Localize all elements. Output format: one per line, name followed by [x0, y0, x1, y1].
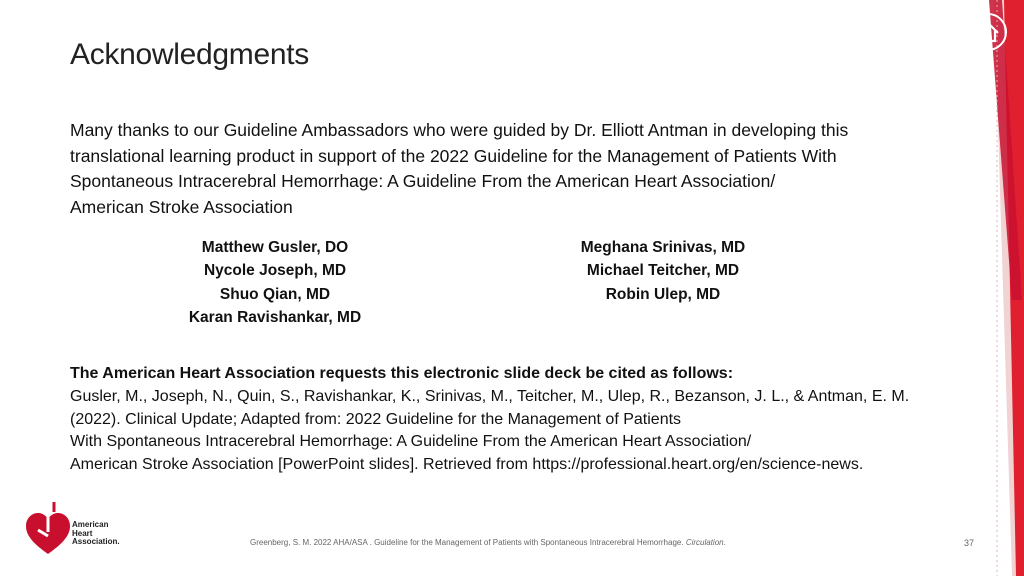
intro-paragraph: [70, 118, 950, 220]
logo-line: Association.: [72, 537, 120, 546]
citation-line: Gusler, M., Joseph, N., Quin, S., Ravishankar, K., Srinivas, M., Teitcher, M., Ulep, R., Bezanson, J. L., & Antman, E. M.: [70, 387, 910, 405]
ambassador-name: Michael Teitcher, MD: [586, 262, 740, 280]
intro-line: American Stroke Association: [70, 196, 293, 217]
citation-line: (2022). Clinical Update; Adapted from: 2022 Guideline for the Management of Patients: [70, 410, 682, 428]
ambassador-name: Karan Ravishankar, MD: [188, 308, 362, 326]
ambassador-name: Matthew Gusler, DO: [201, 239, 349, 256]
home-icon: [968, 12, 1008, 52]
decorative-red-band: [904, 0, 1024, 576]
ambassador-name: Shuo Qian, MD: [219, 285, 331, 303]
citation-line: American Stroke Association [PowerPoint slides]. Retrieved from https://professional.heart.org/en/science-news.: [70, 456, 864, 474]
aha-logo-wordmark: [72, 521, 120, 547]
slide-title: Acknowledgments: [70, 38, 309, 71]
logo-line: American: [72, 520, 109, 529]
ambassador-list-left: [160, 236, 390, 329]
page-number: 37: [964, 538, 975, 548]
ambassador-name: Meghana Srinivas, MD: [580, 239, 746, 256]
citation-block: [70, 363, 970, 477]
ambassador-name: Nycole Joseph, MD: [203, 262, 347, 280]
intro-line: Many thanks to our Guideline Ambassadors who were guided by Dr. Elliott Antman in developing this: [70, 120, 849, 140]
logo-line: Heart: [72, 528, 93, 538]
citation-heading: The American Heart Association requests this electronic slide deck be cited as follows:: [70, 365, 734, 382]
footer-reference: Greenberg, S. M. 2022 AHA/ASA . Guideline for the Management of Patients with Spontaneous Intracerebral Hemorrhage. Circulation.: [250, 538, 726, 547]
footer-reference-text: Greenberg, S. M. 2022 AHA/ASA . Guideline for the Management of Patients with Spontaneous Intracerebral Hemorrhage.: [250, 538, 684, 547]
intro-line: Spontaneous Intracerebral Hemorrhage: A Guideline From the American Heart Association/: [70, 171, 776, 191]
intro-line: translational learning product in support of the 2022 Guideline for the Management of Patients With: [70, 145, 837, 166]
citation-line: With Spontaneous Intracerebral Hemorrhage: A Guideline From the American Heart Association/: [70, 433, 752, 451]
home-button[interactable]: [968, 12, 1008, 52]
ambassador-name: Robin Ulep, MD: [605, 285, 721, 303]
ambassador-list-right: [548, 236, 778, 306]
footer-journal: Circulation: [685, 538, 724, 547]
